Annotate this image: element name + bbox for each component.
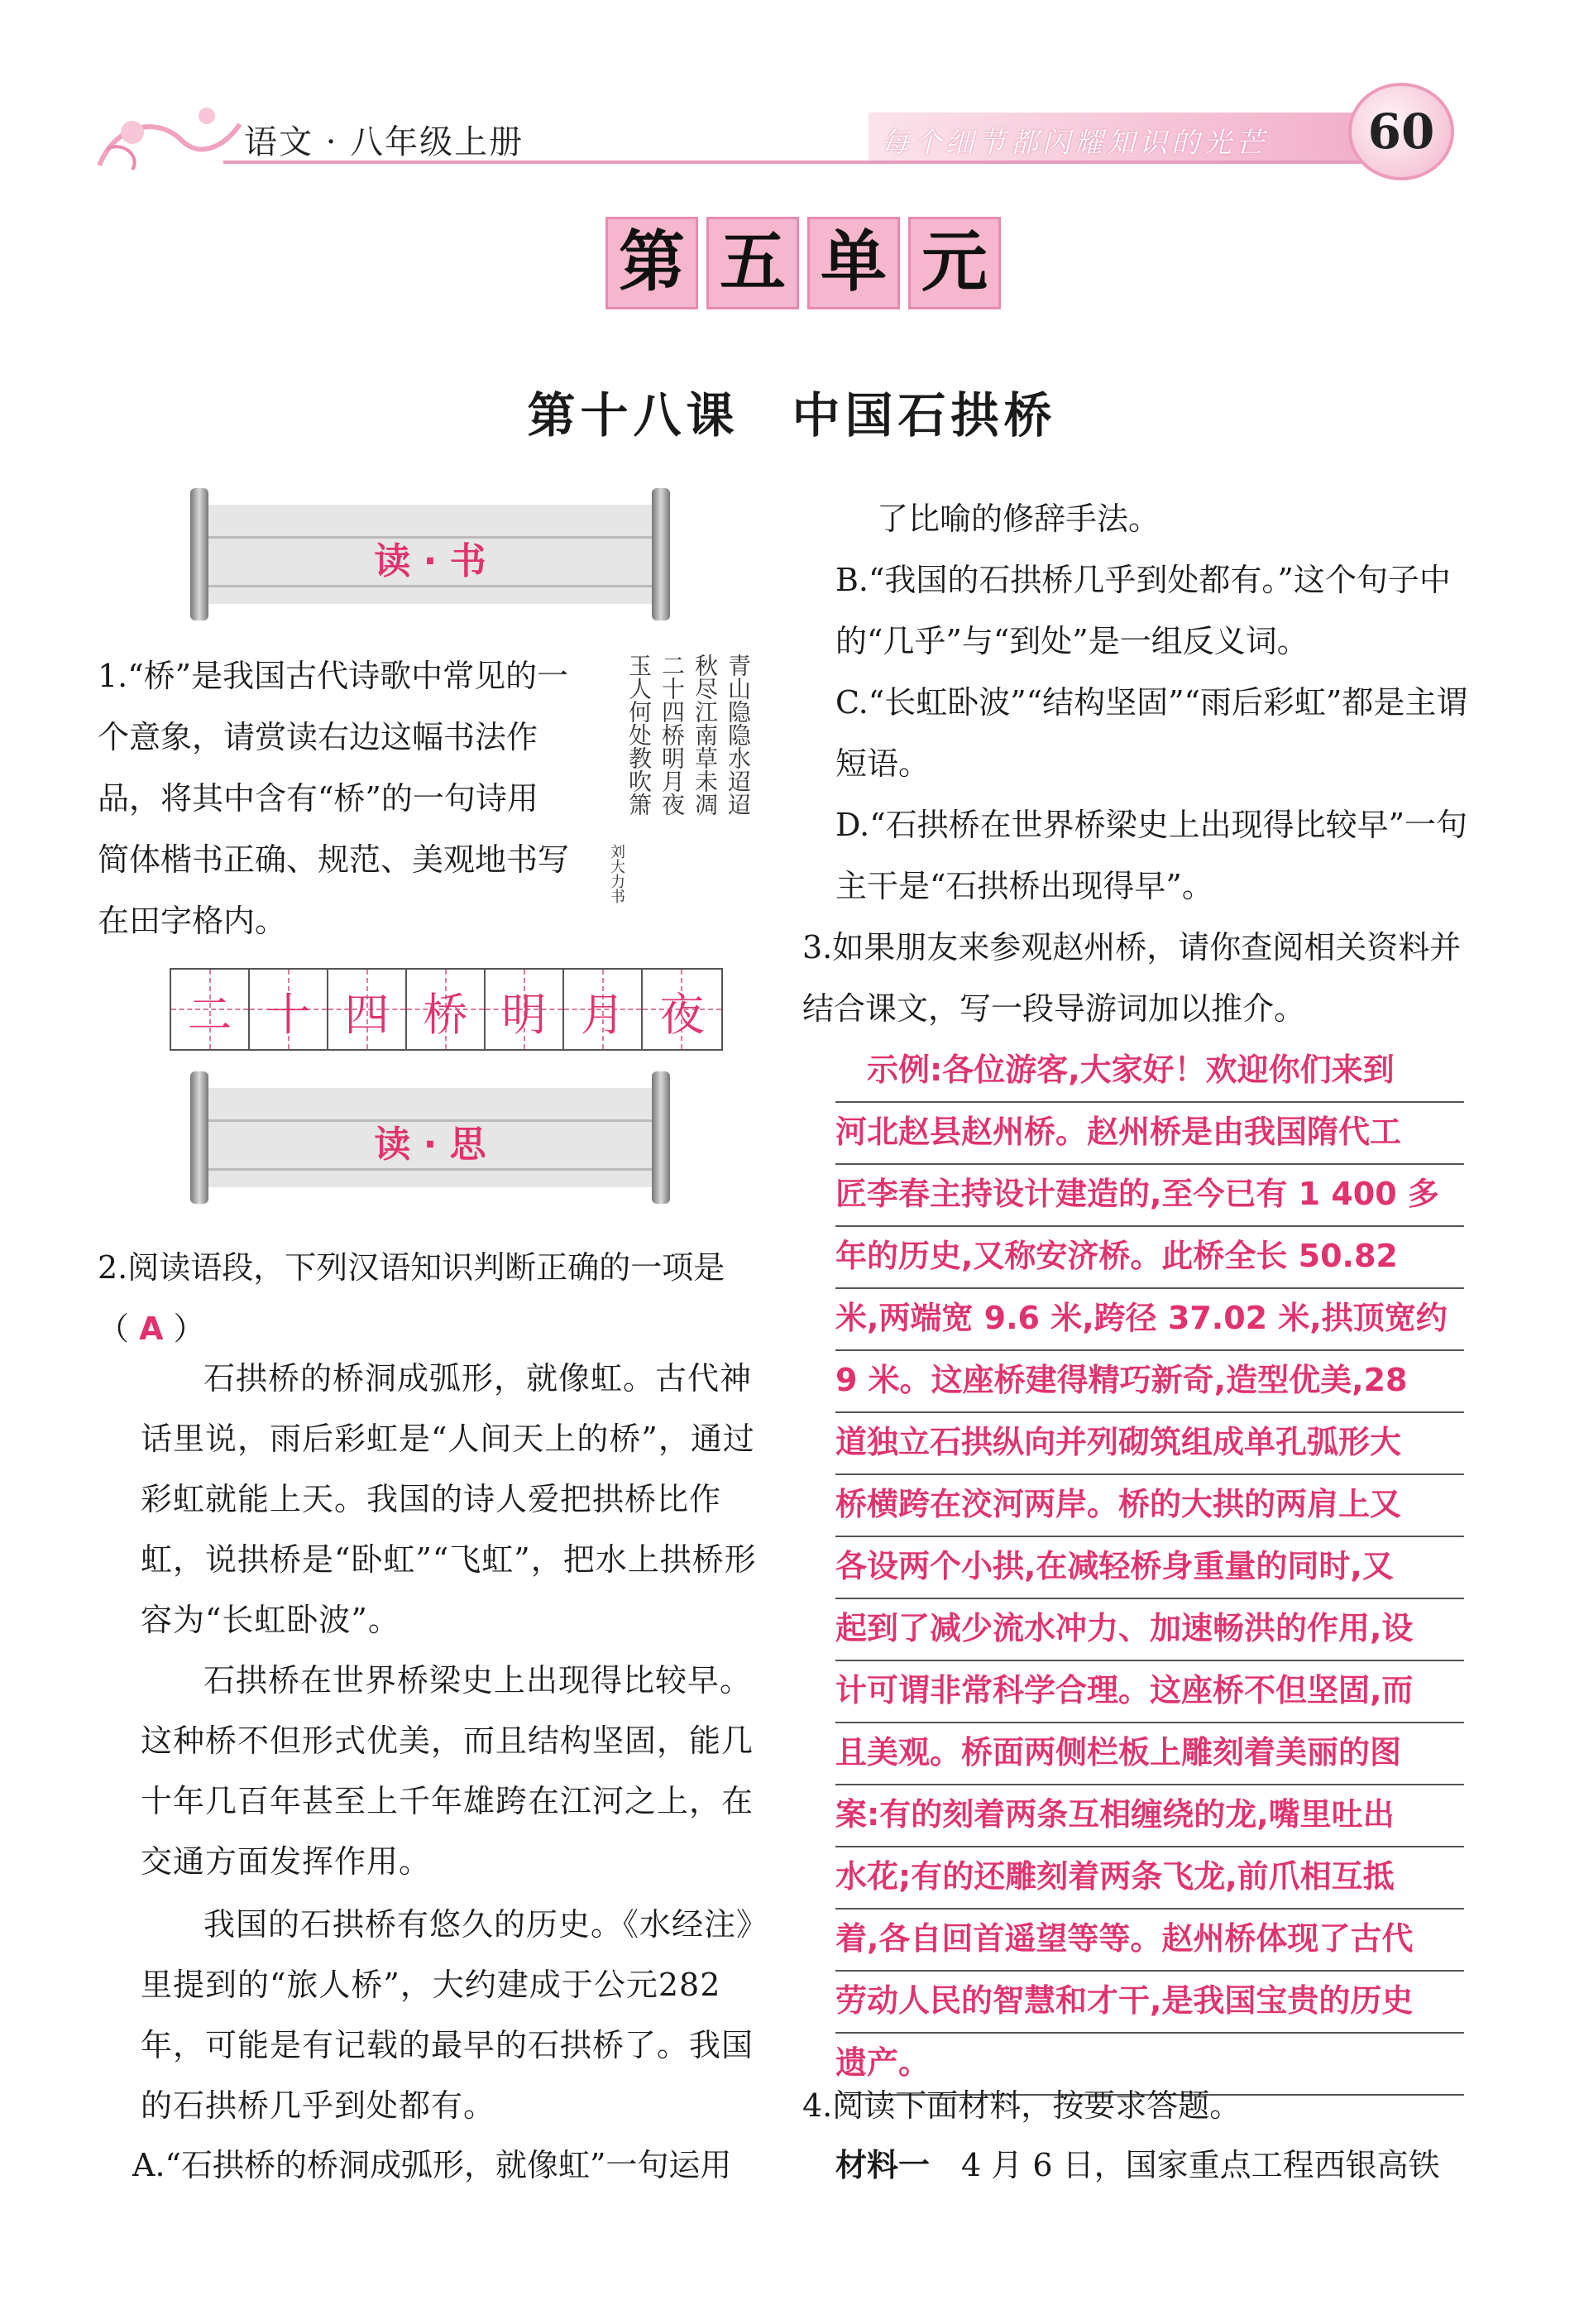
grid-char: 明 xyxy=(501,989,547,1041)
grid-cell xyxy=(643,970,721,1049)
grid-char: 二 xyxy=(187,989,232,1041)
option-a-part2: 了比喻的修辞手法。 xyxy=(877,501,1160,537)
answer-line: 案:有的刻着两条互相缠绕的龙,嘴里吐出 xyxy=(835,1785,1464,1847)
question-3-answer-block xyxy=(835,1041,1464,2096)
answer-line: 计可谓非常科学合理。这座桥不但坚固,而 xyxy=(835,1661,1464,1723)
question-2-stem-text: 2.阅读语段，下列汉语知识判断正确的一项是 xyxy=(98,1249,725,1286)
answer-line: 年的历史,又称安济桥。此桥全长 50.82 xyxy=(835,1227,1464,1289)
scroll-rod-left xyxy=(190,1071,208,1204)
unit-title xyxy=(605,217,1001,304)
answer-line: 起到了减少流水冲力、加速畅洪的作用,设 xyxy=(835,1599,1464,1661)
scroll-rod-left xyxy=(190,488,208,621)
grid-cell xyxy=(250,970,328,1049)
material-1-label: 材料一 xyxy=(835,2147,931,2183)
grid-cell xyxy=(407,970,486,1049)
calligraphy-artwork xyxy=(596,654,761,910)
answer-line: 示例:各位游客,大家好！欢迎你们来到 xyxy=(835,1041,1464,1103)
section-label: 读 · 书 xyxy=(208,536,652,587)
material-1-text: 4 月 6 日，国家重点工程西银高铁 xyxy=(930,2147,1440,2183)
calligraphy-column: 青山隐隐水迢迢 xyxy=(725,654,752,816)
answer-line: 且美观。桥面两侧栏板上雕刻着美丽的图 xyxy=(835,1723,1464,1785)
header-flourish-decoration xyxy=(83,91,265,182)
option-b: B.“我国的石拱桥几乎到处都有。”这个句子中的“几乎”与“到处”是一组反义词。 xyxy=(835,562,1451,659)
unit-title-char: 第 xyxy=(605,217,698,309)
question-2-stem xyxy=(98,1237,759,1359)
answer-line: 水花;有的还雕刻着两条飞龙,前爪相互抵 xyxy=(835,1847,1464,1910)
question-4-stem: 4.阅读下面材料，按要求答题。 xyxy=(802,2087,1242,2124)
tianzige-answer-grid xyxy=(170,968,723,1051)
scroll-rod-right xyxy=(652,488,670,621)
answer-line: 着,各自回首遥望等等。赵州桥体现了古代 xyxy=(835,1910,1464,1972)
scroll-rod-right xyxy=(652,1071,670,1204)
answer-line: 河北赵县赵州桥。赵州桥是由我国隋代工 xyxy=(835,1103,1464,1165)
material-1 xyxy=(835,2135,1481,2196)
passage-paragraph: 石拱桥的桥洞成弧形，就像虹。古代神话里说，雨后彩虹是“人间天上的桥”，通过彩虹就能上天。我国的诗人爱把拱桥比作虹，说拱桥是“卧虹”“飞虹”，把水上拱桥形容为“长虹卧波”。 xyxy=(141,1360,757,1638)
grid-char: 夜 xyxy=(659,989,705,1041)
calligraphy-column: 玉人何处教吹箫 xyxy=(625,654,653,816)
option-d: D.“石拱桥在世界桥梁史上出现得比较早”一句主干是“石拱桥出现得早”。 xyxy=(835,807,1468,904)
section-label: 读 · 思 xyxy=(208,1119,652,1171)
grid-char: 十 xyxy=(266,989,311,1041)
calligraphy-column: 二十四桥明月夜 xyxy=(658,654,686,816)
grid-char: 四 xyxy=(344,989,390,1041)
question-2-answer: A xyxy=(139,1311,164,1347)
unit-title-char: 单 xyxy=(807,217,900,309)
answer-line: 米,两端宽 9.6 米,跨径 37.02 米,拱顶宽约 xyxy=(835,1289,1464,1351)
grid-char: 桥 xyxy=(423,989,468,1041)
option-a-part1: A.“石拱桥的桥洞成弧形，就像虹”一句运用 xyxy=(132,2147,732,2183)
passage-paragraph: 我国的石拱桥有悠久的历史。《水经注》里提到的“旅人桥”，大约建成于公元282年，可能是有记载的最早的石拱桥了。我国的石拱桥几乎到处都有。 xyxy=(141,1906,754,2124)
header-slogan: 每个细节都闪耀知识的光芒 xyxy=(881,127,1268,160)
grid-cell xyxy=(486,970,564,1049)
option-c: C.“长虹卧波”“结构坚固”“雨后彩虹”都是主谓短语。 xyxy=(835,684,1468,782)
unit-title-char: 五 xyxy=(706,217,799,309)
grid-cell xyxy=(564,970,643,1049)
grid-char: 月 xyxy=(580,989,625,1041)
question-1-text: 1.“桥”是我国古代诗歌中常见的一个意象，请赏读右边这幅书法作品，将其中含有“桥”的一句诗用简体楷书正确、规范、美观地书写在田字格内。 xyxy=(98,658,570,939)
header-subject: 语文 · 八年级上册 xyxy=(244,123,524,161)
answer-line: 劳动人民的智慧和才干,是我国宝贵的历史 xyxy=(835,1972,1464,2034)
answer-line: 各设两个小拱,在减轻桥身重量的同时,又 xyxy=(835,1537,1464,1599)
calligraphy-signature: 刘大力书 xyxy=(608,844,625,903)
answer-line: 遗产。 xyxy=(835,2034,1464,2096)
answer-line: 9 米。这座桥建得精巧新奇,造型优美,28 xyxy=(835,1351,1464,1413)
grid-cell xyxy=(328,970,407,1049)
answer-line: 桥横跨在洨河两岸。桥的大拱的两肩上又 xyxy=(835,1475,1464,1537)
grid-cell xyxy=(171,970,250,1049)
answer-line: 道独立石拱纵向并列砌筑组成单孔弧形大 xyxy=(835,1413,1464,1475)
section-banner-read-book xyxy=(190,488,670,621)
answer-bracket-open: （ xyxy=(98,1311,130,1347)
answer-bracket-close: ） xyxy=(173,1311,205,1347)
unit-title-char: 元 xyxy=(908,217,1001,309)
question-3-stem: 3.如果朋友来参观赵州桥，请你查阅相关资料并结合课文，写一段导游词加以推介。 xyxy=(802,929,1462,1027)
calligraphy-column: 秋尽江南草未凋 xyxy=(692,654,719,816)
lesson-title: 第十八课 中国石拱桥 xyxy=(527,387,1057,443)
passage-paragraph: 石拱桥在世界桥梁史上出现得比较早。这种桥不但形式优美，而且结构坚固，能几十年几百年甚至上千年雄跨在江河之上，在交通方面发挥作用。 xyxy=(141,1662,754,1880)
section-banner-read-think xyxy=(190,1071,670,1204)
answer-line: 匠李春主持设计建造的,至今已有 1 400 多 xyxy=(835,1165,1464,1227)
page-number: 60 xyxy=(1348,83,1454,180)
